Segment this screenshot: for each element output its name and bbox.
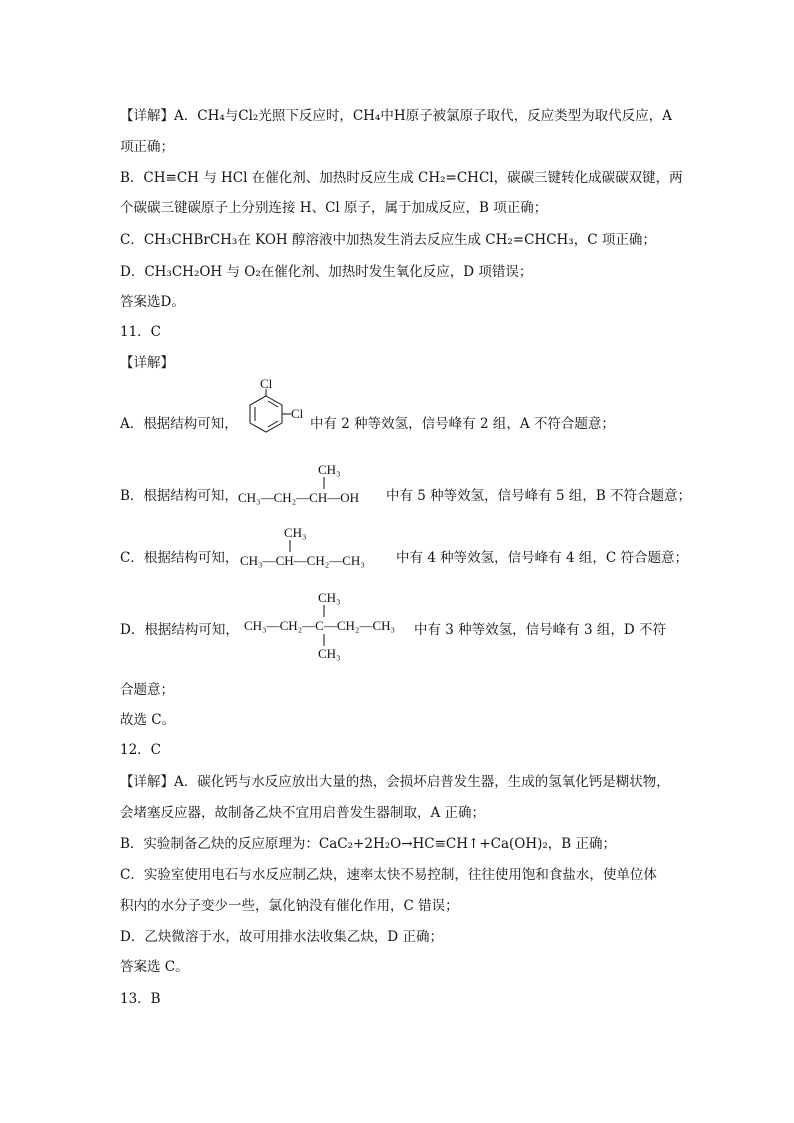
text-line: 答案选 C。 xyxy=(120,959,189,975)
text-line: A．根据结构可知， xyxy=(120,416,238,432)
chain-label: CH₃—CH₂—C—CH₂—CH₃ xyxy=(244,618,396,633)
ch3-bottom-label: CH₃ xyxy=(318,646,341,661)
structure-a-dichlorobenzene xyxy=(238,376,310,452)
text-line: 积内的水分子变少一些，氯化钠没有催化作用，C 错误； xyxy=(120,898,459,914)
text-line: 中有 3 种等效氢，信号峰有 3 组，D 不符 xyxy=(414,622,666,638)
text-line: D．CH₃CH₂OH 与 O₂在催化剂、加热时发生氧化反应，D 项错误； xyxy=(120,264,533,280)
structure-b-butanol xyxy=(236,460,386,510)
question-number: 13．B xyxy=(120,991,161,1007)
question-number: 11．C xyxy=(120,324,162,340)
text-line: C．实验室使用电石与水反应制乙炔，速率太快不易控制，往往使用饱和食盐水，使单位体 xyxy=(120,867,657,883)
text-line: 故选 C。 xyxy=(120,712,176,728)
ch3-top-label: CH₃ xyxy=(284,525,307,540)
text-line: 会堵塞反应器，故制备乙炔不宜用启普发生器制取，A 正确； xyxy=(120,805,486,821)
text-line: 中有 5 种等效氢，信号峰有 5 组，B 不符合题意； xyxy=(386,488,692,504)
ch3-top-label: CH₃ xyxy=(318,590,341,605)
ch3-top-label: CH₃ xyxy=(318,462,341,477)
text-line: 【详解】A．碳化钙与水反应放出大量的热，会损坏启普发生器，生成的氢氧化钙是糊状物， xyxy=(120,774,670,790)
text-line: C．根据结构可知， xyxy=(120,550,239,566)
question-number: 12．C xyxy=(120,742,162,758)
text-line: B．根据结构可知， xyxy=(120,488,238,504)
chain-label: CH₃—CH₂—CH—OH xyxy=(238,490,360,505)
text-line: 中有 4 种等效氢，信号峰有 4 组，C 符合题意； xyxy=(396,550,688,566)
text-line: 合题意； xyxy=(120,682,174,698)
text-line: 答案选D。 xyxy=(120,294,185,310)
cl-top-label: Cl xyxy=(260,376,273,391)
structure-d-dimethylpentane xyxy=(242,588,414,664)
structure-c-methylbutane xyxy=(238,523,396,573)
text-line: 中有 2 种等效氢，信号峰有 2 组，A 不符合题意； xyxy=(310,416,615,432)
text-line: D．乙炔微溶于水，故可用排水法收集乙炔，D 正确； xyxy=(120,929,443,945)
text-line: B．CH≡CH 与 HCl 在催化剂、加热时反应生成 CH₂=CHCl，碳碳三键转化成碳碳双键，两 xyxy=(120,170,683,186)
text-line: 【详解】A．CH₄与Cl₂光照下反应时，CH₄中H原子被氯原子取代，反应类型为取代反应，A xyxy=(120,108,672,124)
text-line: D．根据结构可知， xyxy=(120,622,239,638)
text-line: 项正确； xyxy=(120,139,174,155)
text-line: 个碳碳三键碳原子上分别连接 H、Cl 原子，属于加成反应，B 项正确； xyxy=(120,200,548,216)
text-line: B．实验制备乙炔的反应原理为：CaC₂+2H₂O→HC≡CH↑+Ca(OH)₂，B 正确； xyxy=(120,836,617,852)
text-line: 【详解】 xyxy=(120,355,174,371)
text-line: C．CH₃CHBrCH₃在 KOH 醇溶液中加热发生消去反应生成 CH₂=CHCH₃，C 项正确； xyxy=(120,232,656,248)
cl-right-label: Cl xyxy=(291,406,304,421)
chain-label: CH₃—CH—CH₂—CH₃ xyxy=(240,553,365,568)
